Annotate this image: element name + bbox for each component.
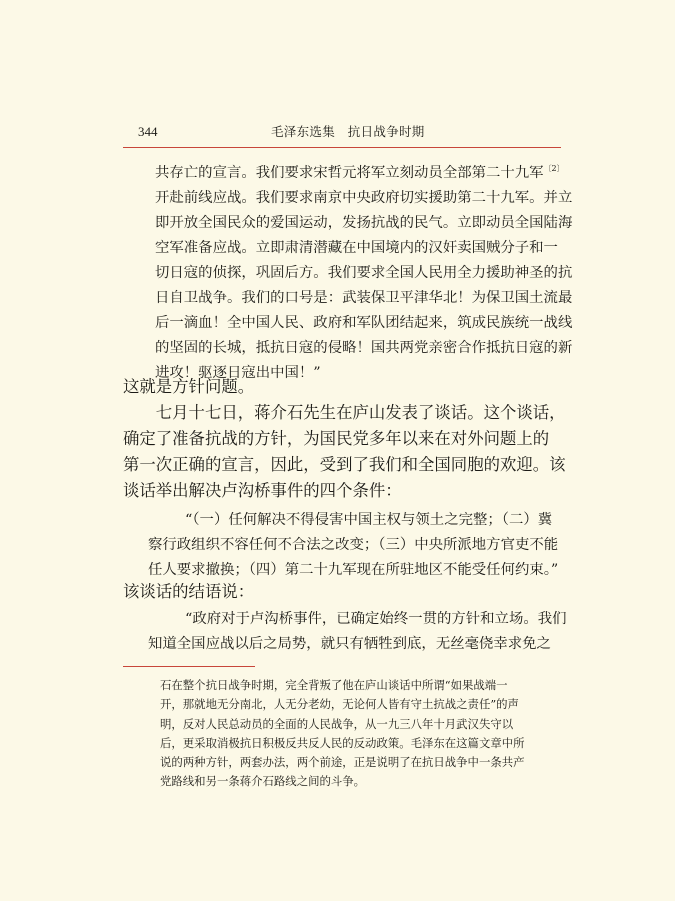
running-title: 毛泽东选集 抗日战争时期 xyxy=(271,124,425,139)
note-reference[interactable]: 〔2〕 xyxy=(543,164,565,173)
text-line: 石在整个抗日战争时期，完全背叛了他在庐山谈话中所谓“如果战端一 xyxy=(160,678,508,692)
quote-block-government xyxy=(148,607,567,657)
text-line: 开，那就地无分南北，人无分老幼，无论何人皆有守土抗战之责任”的声 xyxy=(160,697,519,712)
page-header xyxy=(123,123,561,148)
text-line: “（一）任何解决不得侵害中国主权与领土之完整；（二）冀 xyxy=(185,512,553,528)
text-line: 说的两种方针，两套办法，两个前途，正是说明了在抗日战争中一条共产 xyxy=(160,755,525,770)
text-line: 日自卫战争。我们的口号是：武装保卫平津华北！为保卫国土流最 xyxy=(155,290,573,306)
text-line: 任人要求撤换；（四）第二十九军现在所驻地区不能受任何约束。” xyxy=(148,562,559,578)
text-line: 谈话举出解决卢沟桥事件的四个条件： xyxy=(123,481,402,500)
text-line: 确定了准备抗战的方针，为国民党多年以来在对外问题上的 xyxy=(123,429,550,448)
text-line: 察行政组织不容任何不合法之改变；（三）中央所派地方官吏不能 xyxy=(148,537,559,553)
text-line: 后一滴血！全中国人民、政府和军队团结起来，筑成民族统一战线 xyxy=(155,315,573,331)
text-line: 后，更采取消极抗日积极反共反人民的反动政策。毛泽东在这篇文章中所 xyxy=(160,735,525,750)
text-line: 即开放全国民众的爱国运动，发扬抗战的民气。立即动员全国陆海 xyxy=(155,215,573,231)
text-line: 明，反对人民总动员的全面的人民战争，从一九三八年十月武汉失守以 xyxy=(160,716,514,731)
text-line: 的坚固的长城，抵抗日寇的侵略！国共两党亲密合作抵抗日寇的新 xyxy=(155,340,573,356)
text-line: “政府对于卢沟桥事件，已确定始终一贯的方针和立场。我们 xyxy=(185,611,567,627)
body-paragraph-policy xyxy=(123,374,566,504)
text-line: 这就是方针问题。 xyxy=(123,377,255,396)
text-line: 第一次正确的宣言，因此，受到了我们和全国同胞的欢迎。该 xyxy=(123,455,566,474)
quote-block-conditions xyxy=(148,508,558,583)
text-line: 空军准备应战。立即肃清潜藏在中国境内的汉奸卖国贼分子和一 xyxy=(155,240,558,256)
text-line: 七月十七日，蒋介石先生在庐山发表了谈话。这个谈话， xyxy=(123,403,566,422)
text-line: 知道全国应战以后之局势，就只有牺牲到底，无丝毫侥幸求免之 xyxy=(148,636,551,652)
text-line: 进攻！驱逐日寇出中国！” xyxy=(155,365,321,381)
quote-block-declaration xyxy=(155,156,572,386)
text-line: 党路线和另一条蒋介石路线之间的斗争。 xyxy=(160,774,366,789)
body-paragraph-conclusion xyxy=(123,579,254,605)
page-number: 344 xyxy=(138,124,158,139)
text-line: 切日寇的侦探，巩固后方。我们要求全国人民用全力援助神圣的抗 xyxy=(155,265,573,281)
footnote-rule xyxy=(123,666,255,667)
text-line: 开赴前线应战。我们要求南京中央政府切实援助第二十九军。并立 xyxy=(155,190,573,206)
text-line: 该谈话的结语说： xyxy=(123,582,255,601)
text-line: 共存亡的宣言。我们要求宋哲元将军立刻动员全部第二十九军$^{〔2〕}$ xyxy=(155,164,565,181)
footnote-text xyxy=(160,676,525,792)
